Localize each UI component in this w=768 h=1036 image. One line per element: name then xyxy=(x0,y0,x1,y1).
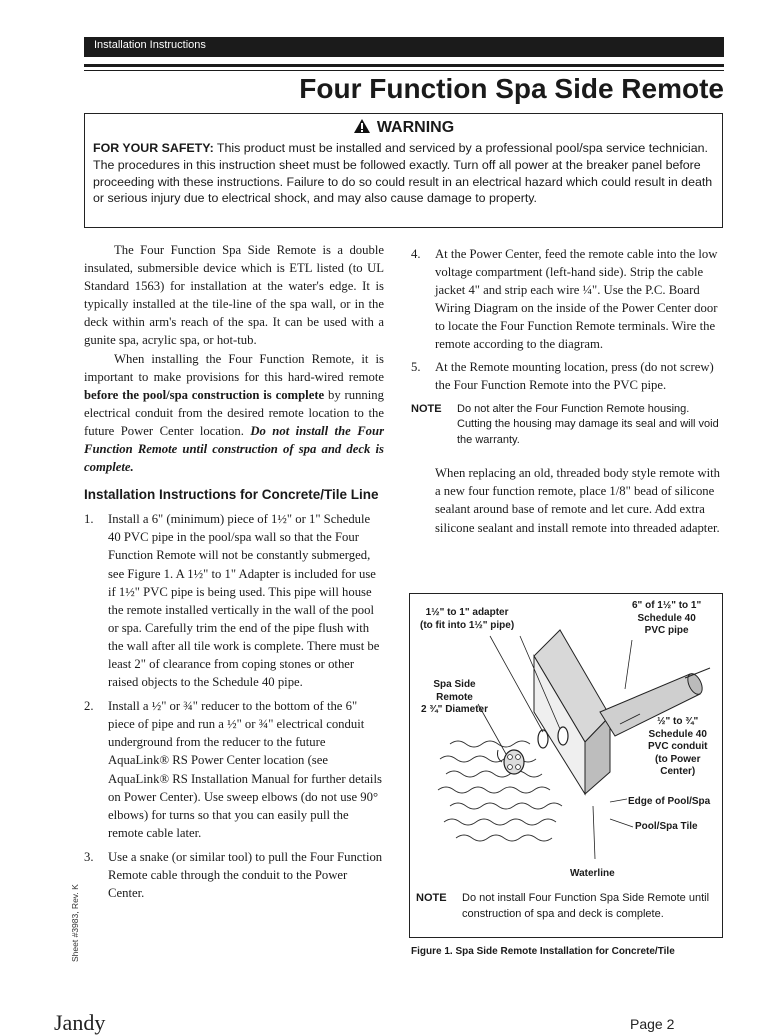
step-text: Install a ½" or ¾" reducer to the bottom of the 6" piece of pipe and run a ½" or ¾" electrical conduit underground from the reducer to the future AquaLink® RS Power Center location (see AquaLink® RS Installation Manual for further details on Power Center). Use sweep elbows (do not use 90° elbows) for turns so that you can easily pull the remote cable later. xyxy=(108,699,382,840)
note-text: Do not alter the Four Function Remote housing. Cutting the housing may damage its seal and will void the warranty. xyxy=(457,402,719,446)
intro-p2-a: When installing the Four Function Remote, it is important to make provisions for this hard-wired remote xyxy=(84,351,384,384)
step-text: Install a 6" (minimum) piece of 1½" or 1" Schedule 40 PVC pipe in the pool/spa wall so that the Four Function Remote will not be constantly submerged, see Figure 1. A 1½" to 1" Adapter is included for use if 1½" PVC pipe is being used. This pipe will house the remote installed vertically in the wall of the pool or spa. Carefully trim the end of the pipe flush with the wall after all tile work is complete. There must be least 2" of clearance from coping stones or other raised objects to the Schedule 40 pipe. xyxy=(108,512,380,690)
page-number: Page 2 xyxy=(630,1016,675,1032)
intro-paragraph-1: The Four Function Spa Side Remote is a double insulated, submersible device which is ETL listed (to UL Standard 1563) for installation at the water's edge. It is typically installed at the tile-line of the spa wall, or in the deck within arm's reach of the spa. It can be used with a gunite spa, acrylic spa, or hot-tub. xyxy=(84,243,384,348)
warning-body: This product must be installed and serviced by a professional pool/spa service technician. The procedures in this instruction sheet must be followed exactly. Turn off all power at the breaker panel before proceeding with these instructions. Failure to do so could result in an electrical hazard which could result in death or serious injury due to electrical shock, and may also cause damage to property. xyxy=(93,141,713,206)
header-rule-thick xyxy=(84,64,724,67)
label-tile: Pool/Spa Tile xyxy=(635,821,698,832)
step-4: 4. At the Power Center, feed the remote cable into the low voltage compartment (left-hand side). Strip the cable jacket 4" and strip each wire ¼". Use the P.C. Board Wiring Diagram on the inside of the Power Center door to locate the Four Function Remote terminals. Wire the remote according to the diagram. xyxy=(411,247,718,352)
intro-p2-b: by running electrical conduit from the desired remote location to the future Power Center location. xyxy=(84,387,384,438)
warning-heading xyxy=(85,118,722,137)
step-1: 1. Install a 6" (minimum) piece of 1½" or 1" Schedule 40 PVC pipe in the pool/spa wall so that the Four Function Remote will not be constantly submerged, see Figure 1. A 1½" to 1" Adapter is included for use if 1½" PVC pipe is being used. This pipe will house the remote installed vertically in the wall of the pool or spa. Carefully trim the end of the pipe flush with the wall after all tile work is complete. There must be least 2" of clearance from coping stones or other raised objects to the Schedule 40 pipe. xyxy=(84,512,380,690)
label-remote: Spa Side Remote 2 ¾" Diameter xyxy=(421,679,488,715)
sheet-number: Sheet #3983, Rev. K xyxy=(70,884,80,962)
step-text: At the Power Center, feed the remote cable into the low voltage compartment (left-hand side). Strip the cable jacket 4" and strip each wire ¼". Use the P.C. Board Wiring Diagram on the inside of the Power Center door to locate the Four Function Remote terminals. Wire the remote according to the diagram. xyxy=(435,247,718,352)
water-waves xyxy=(438,741,562,841)
warning-box xyxy=(84,113,723,228)
adapter-ring xyxy=(558,727,568,745)
step-3: 3. Use a snake (or similar tool) to pull the Four Function Remote cable through the conduit to the Power Center. xyxy=(84,849,383,901)
spa-side-remote xyxy=(504,750,524,774)
step-5: 5. At the Remote mounting location, press (do not screw) the Four Function Remote into the PVC pipe. xyxy=(411,359,714,392)
brand-logo: Jandy xyxy=(54,1010,106,1035)
label-pvc-pipe: 6" of 1½" to 1" Schedule 40 PVC pipe xyxy=(632,600,702,636)
label-conduit: ½" to ¾" Schedule 40 PVC conduit (to Power Center) xyxy=(648,716,708,777)
step-2: 2. Install a ½" or ¾" reducer to the bottom of the 6" piece of pipe and run a ½" or ¾" electrical conduit underground from the reducer to the future AquaLink® RS Power Center location (see AquaLink® RS Installation Manual for further details on Power Center). Use sweep elbows (do not use 90° elbows) for turns so that you can easily pull the remote cable later. xyxy=(84,699,382,840)
replace-paragraph: When replacing an old, threaded body style remote with a new four function remote, place 1/8" bead of silicone sealant around base of remote and let cure. Add extra silicone sealant and install remote into threaded adapter. xyxy=(435,466,721,535)
intro-p2-warning: Do not install the Four Function Remote until construction of spa and deck is complete. xyxy=(84,423,385,475)
label-waterline: Waterline xyxy=(570,868,615,879)
warning-triangle-icon xyxy=(353,118,371,134)
label-adapter: 1½" to 1" adapter (to fit into 1½" pipe) xyxy=(420,607,515,631)
intro-p2-bold: before the pool/spa construction is complete xyxy=(84,387,325,402)
note-housing: NOTE Do not alter the Four Function Remote housing. Cutting the housing may damage its seal and will void the warranty. xyxy=(411,402,719,446)
header-bar xyxy=(84,37,724,57)
adapter-ring xyxy=(538,730,548,748)
figure-1 xyxy=(409,593,723,938)
right-column xyxy=(411,245,723,537)
step-text: At the Remote mounting location, press (do not screw) the Four Function Remote into the PVC pipe. xyxy=(435,359,714,392)
section-label: Installation Instructions xyxy=(94,39,206,51)
page-title: Four Function Spa Side Remote xyxy=(299,73,724,104)
section-heading: Installation Instructions for Concrete/Tile Line xyxy=(84,487,379,503)
intro-paragraph-2 xyxy=(84,350,384,477)
warning-lead: FOR YOUR SAFETY: xyxy=(93,141,214,155)
figure-caption: Figure 1. Spa Side Remote Installation for Concrete/Tile xyxy=(411,946,675,957)
warning-heading-text: WARNING xyxy=(376,119,455,136)
figure-note: NOTE Do not install Four Function Spa Side Remote until construction of spa and deck is complete. xyxy=(416,891,716,922)
label-edge: Edge of Pool/Spa xyxy=(628,796,711,807)
figure-note-text: Do not install Four Function Spa Side Remote until construction of spa and deck is complete. xyxy=(462,892,710,920)
left-column xyxy=(84,241,384,902)
header-rule-thin xyxy=(84,70,724,71)
warning-text xyxy=(93,140,713,207)
step-text: Use a snake (or similar tool) to pull the Four Function Remote cable through the conduit to the Power Center. xyxy=(108,849,383,901)
